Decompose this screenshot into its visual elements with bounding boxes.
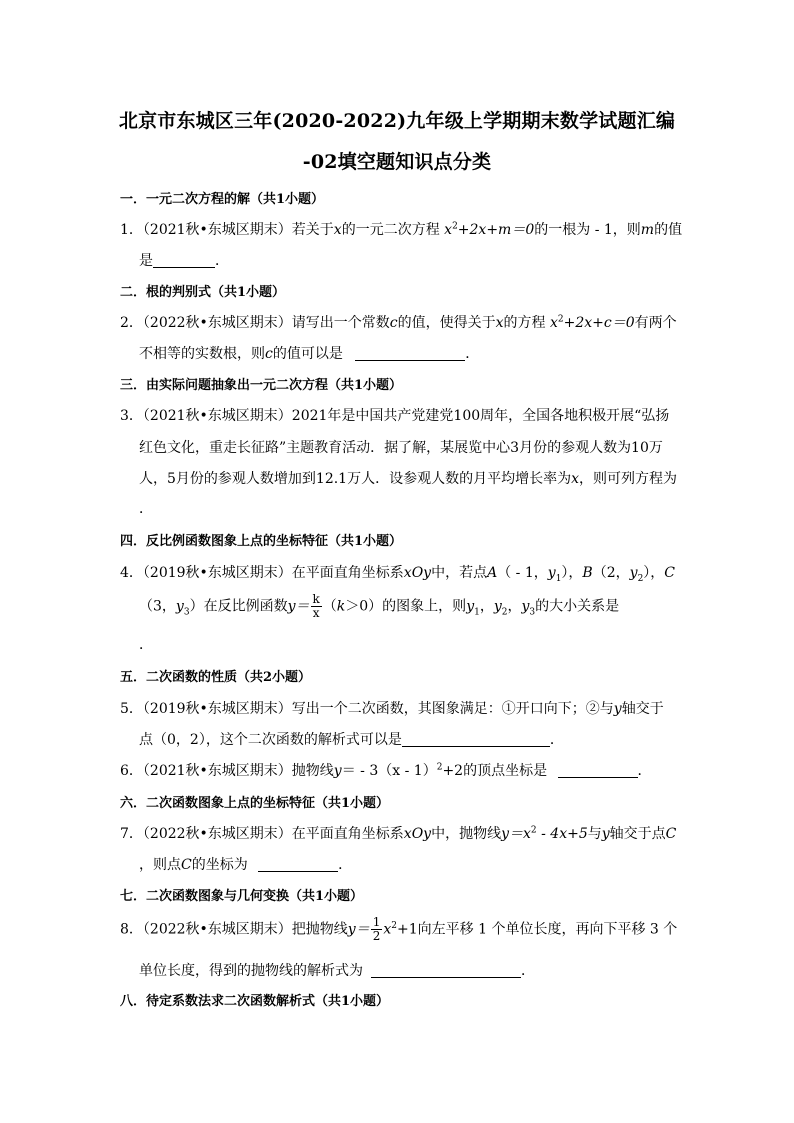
section-heading-8: 八．待定系数法求二次函数解析式（共1小题） (120, 994, 390, 1009)
answer-blank-5[interactable] (402, 732, 550, 747)
question-7-line-1: 7．（2022秋•东城区期末）在平面直角坐标系xOy中，抛物线$y=x^2 - 4x+5$与y轴交于点C (120, 825, 677, 842)
question-8-line-2: 单位长度，得到的抛物线的解析式为 ． (139, 963, 535, 979)
section-heading-1: 一．一元二次方程的解（共1小题） (120, 192, 325, 207)
answer-blank-6[interactable] (558, 763, 638, 778)
question-7-line-2: ，则点C的坐标为 ． (139, 857, 353, 873)
answer-blank-7[interactable] (258, 857, 338, 872)
question-2-line-1: 2．（2022秋•东城区期末）请写出一个常数c的值，使得关于x的方程 $x^2+2x+c=0$有两个 (120, 314, 677, 331)
section-heading-5: 五．二次函数的性质（共2小题） (120, 670, 312, 685)
fraction-k-over-x: $\frac{k}{x}$ (312, 592, 320, 620)
question-3-line-2: 红色文化，重走长征路”主题教育活动．据了解，某展览中心3月份的参观人数为10万 (139, 440, 663, 456)
page-title: 北京市东城区三年(2020-2022)九年级上学期期末数学试题汇编 (118, 110, 676, 132)
fraction-one-half: $\frac{1}{2}$ (372, 915, 381, 943)
question-5-line-2: 点（0，2），这个二次函数的解析式可以是 ． (139, 732, 564, 748)
answer-blank-8[interactable] (371, 963, 521, 978)
page-subtitle: -02填空题知识点分类 (302, 151, 492, 173)
section-heading-6: 六．二次函数图象上点的坐标特征（共1小题） (120, 796, 390, 811)
question-3-line-3: 人，5月份的参观人数增加到12.1万人．设参观人数的月平均增长率为x，则可列方程为 (139, 471, 677, 487)
question-6-line-1: 6．（2021秋•东城区期末）抛物线y＝ - 3（x - 1）$^2$+2的顶点坐标是 ． (120, 762, 652, 779)
question-2-line-2: 不相等的实数根，则c的值可以是 ． (139, 346, 480, 362)
question-4-line-3: ． (139, 637, 153, 653)
question-4-line-2: （3，$y_3$）在反比例函数y＝ $\frac{k}{x}$ （k＞0）的图象上，则$y_1$，$y_2$，$y_3$的大小关系是 (139, 592, 620, 620)
question-5-line-1: 5．（2019秋•东城区期末）写出一个二次函数，其图象满足：①开口向下；②与y轴交于 (120, 701, 664, 717)
section-heading-7: 七．二次函数图象与几何变换（共1小题） (120, 889, 364, 904)
answer-blank-2[interactable] (355, 346, 465, 361)
question-1-line-2: 是 ． (139, 253, 229, 269)
section-heading-3: 三．由实际问题抽象出一元二次方程（共1小题） (120, 378, 403, 393)
section-heading-2: 二．根的判别式（共1小题） (120, 285, 286, 300)
section-heading-4: 四．反比例函数图象上点的坐标特征（共1小题） (120, 534, 403, 549)
question-4-line-1: 4．（2019秋•东城区期末）在平面直角坐标系xOy中，若点A（ - 1，$y_1$），B（2，$y_2$），C (120, 565, 676, 584)
question-1-line-1: 1．（2021秋•东城区期末）若关于x的一元二次方程 $x^2+2x+m=0$的一根为 - 1，则m的值 (120, 221, 683, 238)
question-8-line-1: 8．（2022秋•东城区期末）把抛物线y＝ $\frac{1}{2}$ $x^2+1$向左平移 1 个单位长度，再向下平移 3 个 (120, 915, 678, 943)
question-3-line-1: 3．（2021秋•东城区期末）2021年是中国共产党建党100周年，全国各地积极开展“弘扬 (120, 408, 670, 424)
question-3-line-4: ． (139, 501, 153, 517)
answer-blank-1[interactable] (153, 253, 215, 268)
